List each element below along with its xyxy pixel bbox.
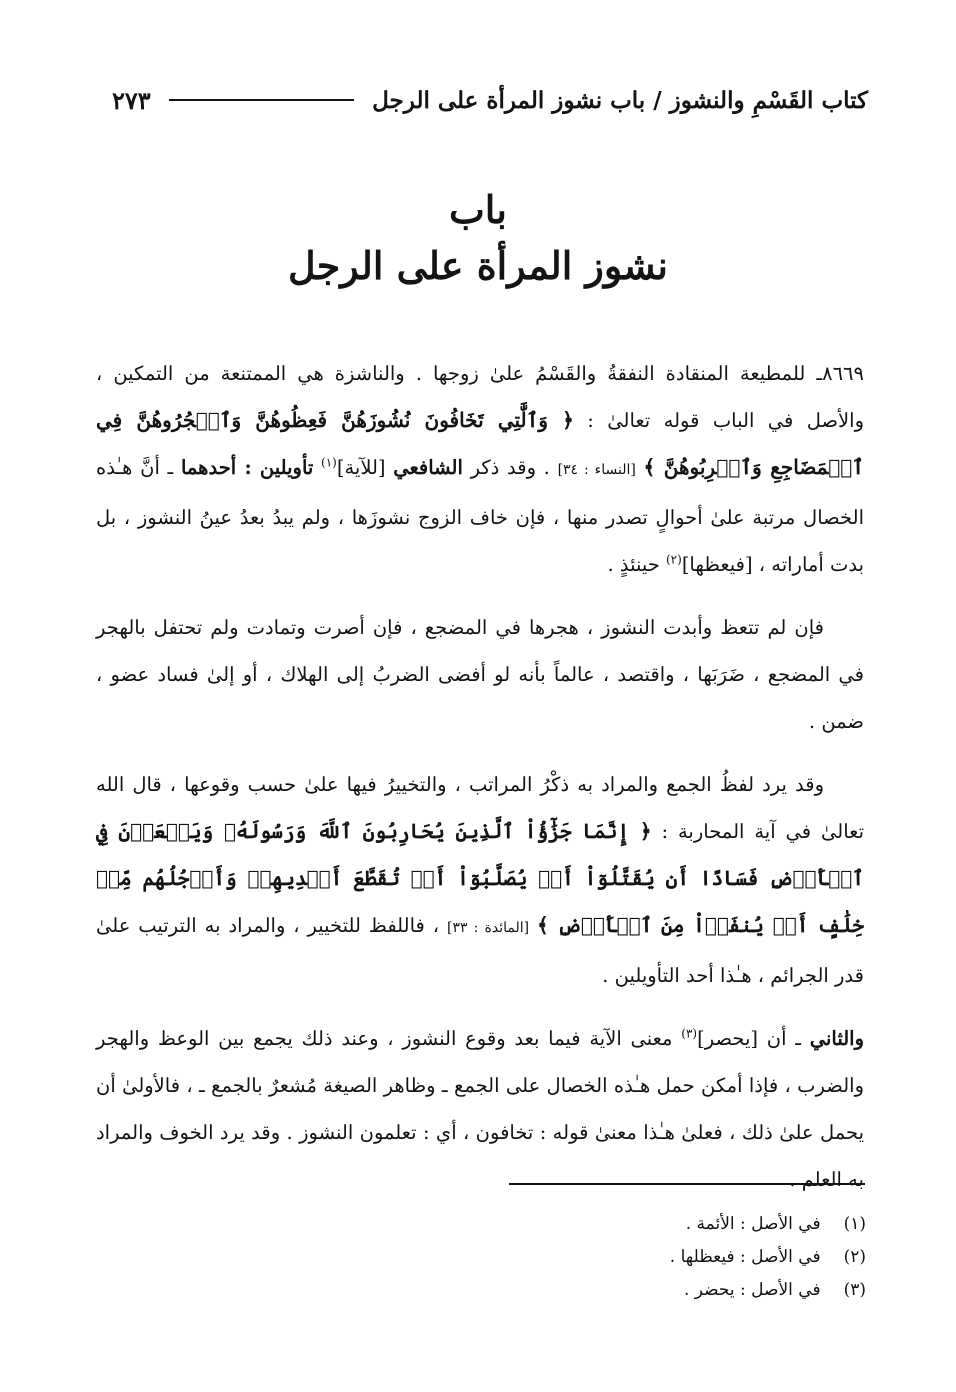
paragraph-text: وقد يرد لفظُ الجمع والمراد به ذكْرُ المراتب ، والتخييرُ فيها علىٰ حسب وقوعها ، قال الله تعالىٰ في آية المحاربة :	[96, 773, 864, 843]
paragraph-2: فإن لم تتعظ وأبدت النشوز ، هجرها في المضجع ، فإن أصرت وتمادت ولم تحتفل بالهجر في المضجع ، ضَرَبَها ، واقتصد ، عالماً بأنه لو أفضى الضربُ إلى الهلاك ، أو إلىٰ فساد عضو ، ضمن .	[96, 616, 864, 733]
paragraph-text: ـ أن [يحصر]	[697, 1027, 801, 1050]
verse-citation: [النساء : ٣٤]	[557, 462, 636, 478]
paragraph-1	[96, 350, 864, 588]
paragraph-text: حينئذٍ .	[607, 553, 660, 576]
footnote-ref-3: (٣)	[681, 1026, 698, 1041]
footnote-ref-1: (١)	[321, 455, 337, 470]
paragraph-text: ٨٦٦٩ـ للمطيعة المنقادة النفقةُ والقَسْمُ علىٰ زوجها . والناشزة هي الممتنعة من التمكين ، والأصل في الباب قوله تعالىٰ :	[96, 362, 865, 432]
paragraph-text: ـ أنَّ هـٰذه الخصال مرتبة علىٰ أحوالٍ تصدر منها ، فإن خاف الزوج نشوزَها ، ولم يبدُ بعدُ عينُ النشوز ، بل بدت أماراته ، [فيعظها]	[96, 456, 864, 576]
footnote-ref-2: (٢)	[665, 552, 682, 567]
footnote-text: في الأصل : يحضر .	[683, 1280, 821, 1300]
quran-verse: ﴿ إِنَّمَا جَزَٰٓؤُاْ ٱلَّذِينَ يُحَارِبُونَ ٱللَّهَ وَرَسُولَهُۥ وَيَسۡعَوۡنَ فِي ٱلۡأَرۡضِ فَسَادًا أَن يُقَتَّلُوٓاْ أَوۡ يُصَلَّبُوٓاْ أَوۡ تُقَطَّعَ أَيۡدِيهِمۡ وَأَرۡجُلُهُم مِّنۡ خِلَٰفٍ أَوۡ يُنفَوۡاْ مِنَ ٱلۡأَرۡضِ ﴾	[96, 819, 864, 937]
running-title: كتاب القَسْمِ والنشوز / باب نشوز المرأة على الرجل	[372, 86, 868, 114]
footnote-number: (١)	[843, 1214, 866, 1234]
running-header	[112, 80, 868, 120]
paragraph-4	[96, 1015, 864, 1203]
paragraph-3	[96, 761, 864, 999]
footnote-divider	[509, 1183, 865, 1185]
chapter-label: باب	[449, 187, 507, 232]
footnote-number: (٢)	[843, 1247, 866, 1267]
footnote-text: في الأصل : الأئمة .	[685, 1214, 821, 1234]
paragraph-text: [للآية]	[336, 456, 386, 479]
footnote-2	[670, 1241, 866, 1274]
footnote-1	[670, 1208, 866, 1241]
verse-citation: [المائدة : ٣٣]	[446, 920, 530, 936]
body-text	[96, 350, 864, 1219]
footnotes	[670, 1208, 866, 1307]
quran-verse: ﴿ وَٱلَّٰتِي تَخَافُونَ نُشُوزَهُنَّ فَعِظُوهُنَّ وَٱهۡجُرُوهُنَّ فِي ٱلۡمَضَاجِعِ وَٱضۡرِبُوهُنَّ ﴾	[96, 408, 864, 479]
chapter-heading	[0, 182, 956, 294]
footnote-3	[670, 1274, 866, 1307]
scholar-name: الشافعي	[393, 456, 463, 479]
chapter-title: نشوز المرأة على الرجل	[288, 243, 668, 288]
second-interpretation-lead: والثاني	[809, 1027, 864, 1050]
paragraph-text: . وقد ذكر	[470, 456, 550, 479]
footnote-text: في الأصل : فيعظلها .	[669, 1247, 821, 1267]
footnote-number: (٣)	[843, 1280, 866, 1300]
paragraph-text: معنى الآية فيما بعد وقوع النشوز ، وعند ذلك يجمع بين الوعظ والهجر والضرب ، فإذا أمكن حمل هـٰذه الخصال على الجمع ـ وظاهر الصيغة مُشعرٌ بالجمع ـ ، فالأولىٰ أن يحمل علىٰ ذلك ، فعلىٰ هـٰذا معنىٰ قوله : تخافون ، أي : تعلمون النشوز . وقد يرد الخوف والمراد به العلم .	[96, 1027, 864, 1191]
header-rule	[169, 99, 354, 101]
paragraph-text: ، فاللفظ للتخيير ، والمراد به الترتيب علىٰ قدر الجرائم ، هـٰذا أحد التأويلين .	[96, 914, 864, 987]
page-number: ٢٧٣	[112, 85, 151, 115]
interpretations-lead: تأويلين : أحدهما	[180, 456, 314, 479]
